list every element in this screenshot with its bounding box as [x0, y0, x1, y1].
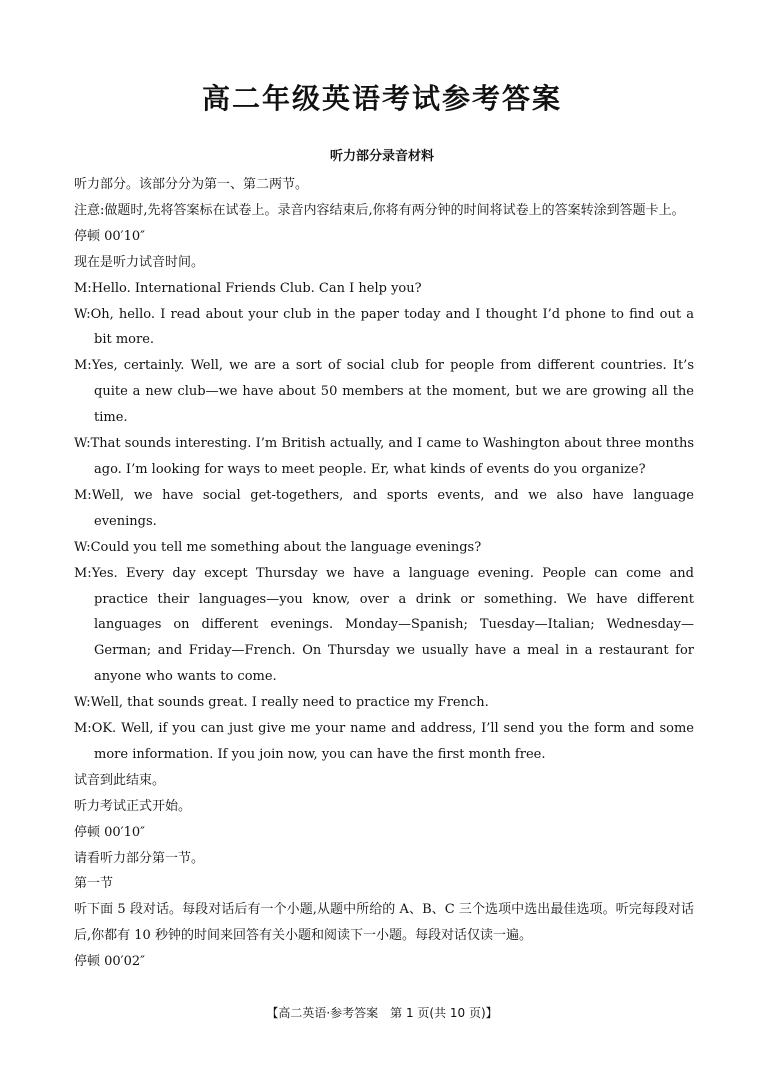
page-title: 高二年级英语考试参考答案 [201, 82, 562, 115]
section-instruction: 听下面 5 段对话。每段对话后有一个小题,从题中所给的 A、B、C 三个选项中选出最佳选项。听完每段对话后,你都有 10 秒钟的时间来回答有关小题和阅读下一小题。每段对话仅读一遍。 [74, 902, 694, 944]
section-heading: 第一节 [74, 876, 114, 892]
section-intro-line: 请看听力部分第一节。 [74, 850, 205, 866]
dialogue-line: W:Could you tell me something about the language evenings? [74, 539, 482, 555]
instruction-line: 注意:做题时,先将答案标在试卷上。录音内容结束后,你将有两分钟的时间将试卷上的答案转涂到答题卡上。 [74, 202, 685, 218]
exam-start-line: 听力考试正式开始。 [74, 798, 192, 814]
pause-line: 停顿 00′10″ [74, 228, 146, 244]
page-footer: 【高二英语·参考答案 第 1 页(共 10 页)】 [266, 1006, 498, 1020]
trial-end-line: 试音到此结束。 [74, 772, 166, 788]
section-subtitle: 听力部分录音材料 [329, 149, 434, 164]
dialogue-line: M:Well, we have social get-togethers, and sports events, and we also have language evenings. [74, 487, 694, 529]
dialogue-line: W:Oh, hello. I read about your club in the paper today and I thought I’d phone to find out a bit more. [74, 306, 694, 348]
dialogue-line: W:Well, that sounds great. I really need to practice my French. [74, 695, 489, 711]
dialogue-line: M:Yes, certainly. Well, we are a sort of social club for people from different countries. It’s quite a new club—we have about 50 members at the moment, but we are growing all the time. [74, 358, 694, 426]
document-body [74, 172, 694, 975]
pause-line: 停顿 00′02″ [74, 954, 146, 970]
trial-line: 现在是听力试音时间。 [74, 254, 205, 270]
pause-line: 停顿 00′10″ [74, 824, 146, 840]
dialogue-line: M:OK. Well, if you can just give me your name and address, I’ll send you the form and some more information. If you join now, you can have the first month free. [74, 721, 694, 762]
dialogue-line: M:Hello. International Friends Club. Can I help you? [74, 280, 422, 296]
dialogue-line: M:Yes. Every day except Thursday we have a language evening. People can come and practice their languages—you know, over a drink or something. We have different languages on different evenings. Monday—Spanish; Tuesday—Italian; Wednesday—German; and Friday—French. On Thursday we usually have a meal in a restaurant for anyone who wants to come. [74, 565, 694, 685]
intro-line: 听力部分。该部分分为第一、第二两节。 [74, 177, 309, 192]
dialogue-line: W:That sounds interesting. I’m British actually, and I came to Washington about three months ago. I’m looking for ways to meet people. Er, what kinds of events do you organize? [74, 436, 694, 477]
